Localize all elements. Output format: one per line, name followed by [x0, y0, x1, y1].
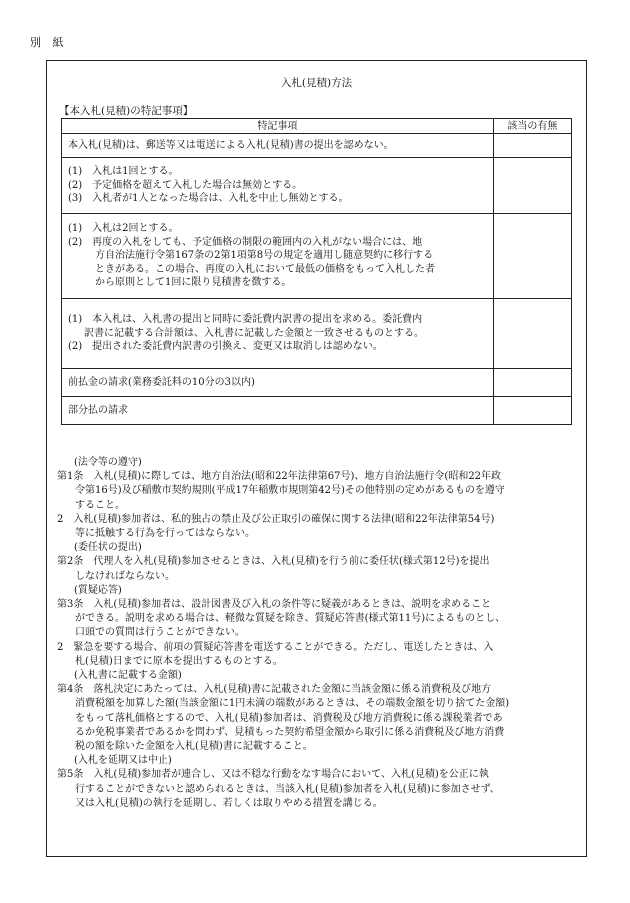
page-label: 別 紙 — [30, 36, 68, 49]
note-line: 前払金の請求(業務委託料の10分の3以内) — [68, 376, 255, 388]
applicable-cell[interactable] — [493, 299, 571, 369]
table-row — [62, 158, 572, 214]
article-line: 又は入札(見積)の執行を延期し、若しくは取りやめる措置を講じる。 — [75, 797, 383, 809]
article-heading: (法令等の遵守) — [74, 457, 142, 468]
article-line: 口頭での質問は行うことができない。 — [75, 627, 245, 639]
table-row — [62, 369, 572, 397]
article-heading: (入札書に記載する金額) — [74, 670, 182, 682]
note-cell — [62, 214, 494, 299]
applicable-cell[interactable] — [493, 369, 571, 397]
note-cell — [62, 134, 494, 158]
article-line: 2 緊急を要する場合、前項の質疑応答書を電送することができる。ただし、電送したときは、入 — [57, 641, 494, 653]
note-line: (2) 提出された委託費内訳書の引換え、変更又は取消しは認めない。 — [68, 341, 383, 353]
rules-section — [57, 456, 582, 811]
article-line: すること。 — [75, 499, 125, 511]
note-line: (1) 入札は1回とする。 — [68, 166, 179, 178]
table-row — [62, 397, 572, 425]
document-title: 入札(見積)方法 — [280, 77, 353, 89]
article-line: をもって落札価格とするので、入札(見積)参加者は、消費税及び地方消費税に係る課税業者であ — [75, 712, 503, 724]
table-header-row — [62, 119, 572, 134]
note-cell — [62, 158, 494, 214]
note-cell — [62, 397, 494, 425]
article-heading: (質疑応答) — [74, 584, 122, 596]
article-line: 第2条 代理人を入札(見積)参加させるときは、入札(見積)を行う前に委任状(様式第12号)を提出 — [57, 556, 490, 568]
article-line: しなければならない。 — [75, 570, 175, 582]
applicable-cell[interactable] — [493, 134, 571, 158]
article-line: 第4条 落札決定にあたっては、入札(見積)書に記載された金額に当該金額に係る消費税及び地方 — [57, 684, 492, 696]
article-heading: (委任状の提出) — [74, 542, 142, 554]
article-line: 令第16号)及び稲敷市契約規則(平成17年稲敷市規則第42号)その他特別の定めがあるものを遵守 — [75, 485, 505, 497]
article-line: 税の額を除いた金額を入札(見積)書に記載すること。 — [75, 741, 313, 753]
article-line: 2 入札(見積)参加者は、私的独占の禁止及び公正取引の確保に関する法律(昭和22年法律第54号) — [57, 513, 495, 525]
note-line: (2) 予定価格を超えて入札した場合は無効とする。 — [68, 179, 303, 191]
article-line: 第1条 入札(見積)に際しては、地方自治法(昭和22年法律第67号)、地方自治法施行令(昭和22年政 — [57, 471, 502, 483]
note-line: 訳書に記載する合計額は、入札書に記載した金額と一致させるものとする。 — [84, 327, 424, 339]
note-line: 方自治法施行令第167条の2第1項第8号の規定を適用し随意契約に移行する — [95, 250, 434, 262]
note-line: ときがある。この場合、再度の入札において最低の価格をもって入札した者 — [95, 263, 435, 275]
note-cell — [62, 369, 494, 397]
applicable-cell[interactable] — [493, 214, 571, 299]
note-line: (2) 再度の入札をしても、予定価格の制限の範囲内の入札がない場合には、地 — [68, 236, 423, 248]
column-header-notes: 特記事項 — [62, 119, 494, 134]
note-line: 本入札(見積)は、郵送等又は電送による入札(見積)書の提出を認めない。 — [68, 139, 394, 151]
table-row — [62, 214, 572, 299]
note-line: (3) 入札者が1人となった場合は、入札を中止し無効とする。 — [68, 193, 349, 205]
document-frame — [46, 60, 587, 857]
section-heading: 【本入札(見積)の特記事項】 — [59, 105, 194, 117]
note-line: (1) 入札は2回とする。 — [68, 223, 179, 235]
note-line: (1) 本入札は、入札書の提出と同時に委託費内訳書の提出を求める。委託費内 — [68, 314, 423, 326]
note-cell — [62, 299, 494, 369]
article-line: 第5条 入札(見積)参加者が連合し、又は不穏な行動をなす場合において、入札(見積)を公正に執 — [57, 769, 489, 781]
special-notes-table — [61, 118, 572, 425]
article-line: 第3条 入札(見積)参加者は、設計図書及び入札の条件等に疑義があるときは、説明を求めること — [57, 599, 492, 611]
article-heading: (入札を延期又は中止) — [74, 755, 172, 767]
note-line: 部分払の請求 — [68, 404, 128, 416]
article-line: 行することができないと認められるときは、当該入札(見積)参加者を入札(見積)に参加させず、 — [75, 783, 500, 795]
article-line: るか免税事業者であるかを問わず、見積もった契約希望金額から取引に係る消費税及び地方消費 — [75, 726, 505, 738]
article-line: 等に抵触する行為を行ってはならない。 — [75, 528, 255, 540]
applicable-cell[interactable] — [493, 397, 571, 425]
table-row — [62, 299, 572, 369]
column-header-applicable: 該当の有無 — [493, 119, 571, 134]
article-line: ができる。説明を求める場合は、軽微な質疑を除き、質疑応答書(様式第11号)によるものとし、 — [75, 613, 506, 625]
article-line: 消費税額を加算した額(当該金額に1円未満の端数があるときは、その端数金額を切り捨てた金額) — [75, 698, 510, 710]
note-line: から原則として1回に限り見積書を徴する。 — [95, 277, 292, 289]
table-row — [62, 134, 572, 158]
article-line: 札(見積)日までに原本を提出するものとする。 — [75, 655, 283, 667]
applicable-cell[interactable] — [493, 158, 571, 214]
